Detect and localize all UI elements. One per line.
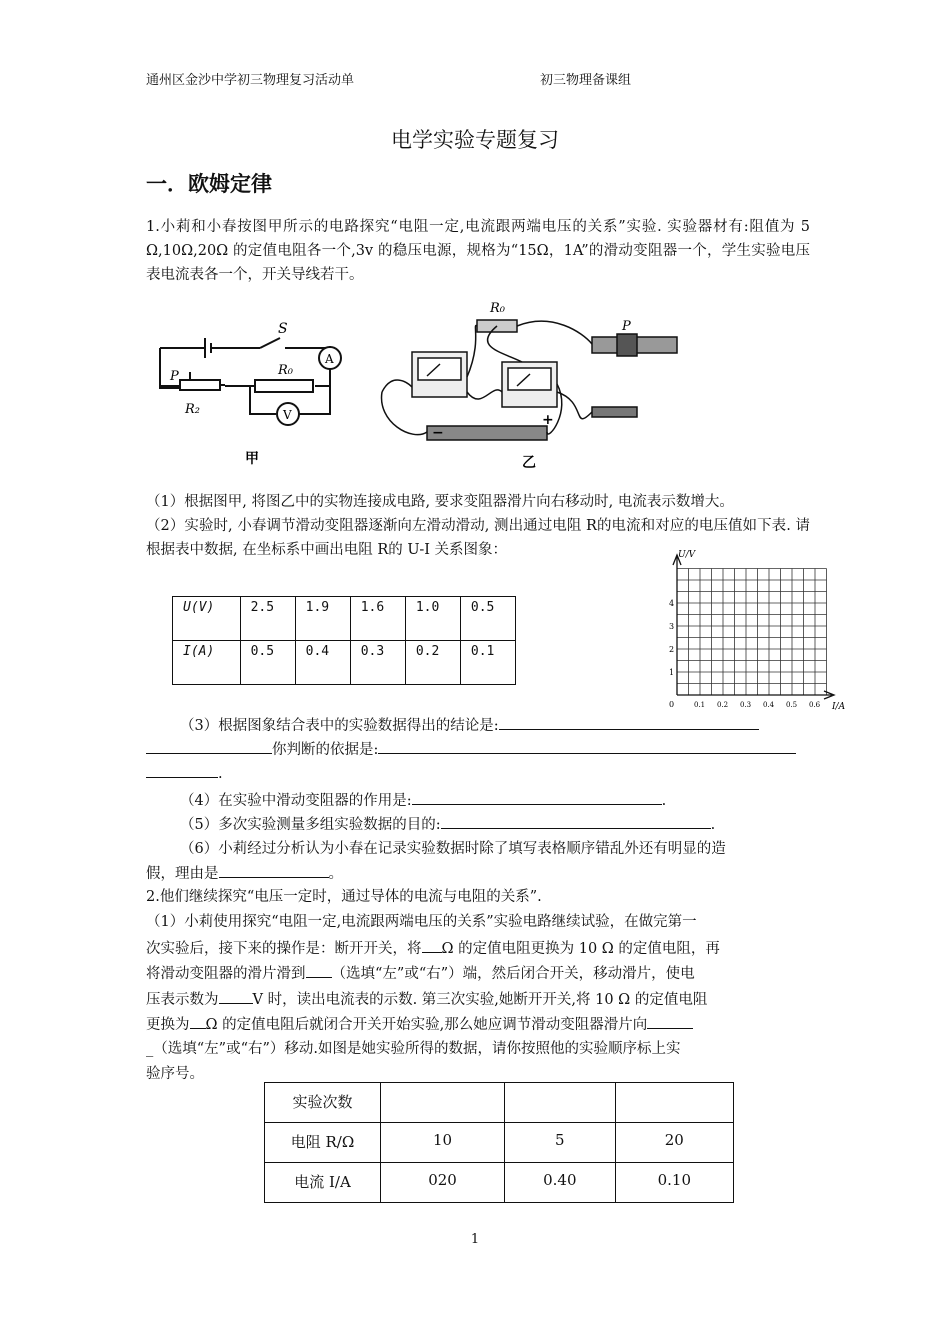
table-cell: 020 — [381, 1163, 505, 1203]
q2-intro: 2.他们继续探究“电压一定时，通过导体的电流与电阻的关系”. — [146, 889, 542, 905]
table-cell — [505, 1083, 616, 1123]
fig-yi-caption: 乙 — [522, 455, 536, 471]
svg-text:−: − — [432, 425, 444, 441]
section-heading: 一．欧姆定律 — [146, 172, 272, 196]
table-cell: 电流 I/A — [265, 1163, 381, 1203]
header-left: 通州区金沙中学初三物理复习活动单 — [146, 73, 355, 88]
table-cell: 0.2 — [405, 641, 460, 685]
fig-jia-caption: 甲 — [245, 451, 259, 467]
table-cell: 2.5 — [240, 597, 295, 641]
slider-p-label: P — [170, 369, 179, 384]
q1-part6-line1: （6）小莉经过分析认为小春在记录实验数据时除了填写表格顺序错乱外还有明显的造 — [180, 841, 726, 857]
q1-part3-line3: . — [146, 761, 223, 786]
x-tick-label: 0.4 — [763, 701, 775, 709]
table-row — [173, 597, 516, 641]
table-cell: 实验次数 — [265, 1083, 381, 1123]
y-tick-label: 3 — [669, 622, 675, 631]
y-axis-label: U/V — [678, 550, 696, 560]
x-tick-label: 0.3 — [740, 701, 752, 709]
origin-label: 0 — [669, 700, 675, 709]
q1-intro: 1.小莉和小春按图甲所示的电路探究“电阻一定,电流跟两端电压的关系”实验. 实验器材有:阻值为 5 Ω,10Ω,20Ω 的定值电阻各一个,3v 的稳压电源，规格为“15Ω，1A”的滑动变阻器一个，学生实验电压表电流表各一个，开关导线若干。 — [146, 219, 810, 283]
ui-graph — [660, 545, 850, 715]
q2-line2: 次实验后，接下来的操作是：断开开关，将 Ω 的定值电阻更换为 10 Ω 的定值电阻，再 — [146, 936, 720, 961]
table-cell: 20 — [615, 1123, 733, 1163]
q2-line4: 压表示数为 V 时，读出电流表的示数. 第三次实验,她断开开关,将 10 Ω 的定值电阻 — [146, 987, 707, 1012]
table-cell: 电阻 R/Ω — [265, 1123, 381, 1163]
q1-part2-text: （2）实验时, 小春调节滑动变阻器逐渐向左滑动滑动, 测出通过电阻 R的电流和对应的电压值如下表. 请根据表中数据, 在坐标系中画出电阻 R的 U-I 关系图象： — [146, 518, 810, 558]
q1-part1: （1）根据图甲, 将图乙中的实物连接成电路, 要求变阻器滑片向右移动时, 电流表示数增大。 — [146, 494, 734, 510]
table-cell: 0.10 — [615, 1163, 733, 1203]
ui-data-table — [172, 596, 516, 685]
table-cell: 0.5 — [240, 641, 295, 685]
q2-line3: 将滑动变阻器的滑片滑到 （选填“左”或“右”）端，然后闭合开关，移动滑片，使电 — [146, 961, 695, 986]
circuit-diagram-jia — [150, 318, 360, 478]
x-tick-label: 0.1 — [694, 701, 706, 709]
ammeter-label: A — [325, 352, 334, 366]
table-cell: 1.9 — [295, 597, 350, 641]
q1-part3-line2: 你判断的依据是: — [146, 737, 796, 762]
x-tick-label: 0.2 — [717, 701, 729, 709]
x-tick-label: 0.6 — [809, 701, 821, 709]
page-title: 电学实验专题复习 — [391, 128, 559, 152]
x-axis-label: I/A — [832, 702, 846, 712]
table-row — [173, 641, 516, 685]
table-row — [265, 1083, 734, 1123]
voltmeter-label: V — [283, 408, 292, 422]
x-tick-label: 0.5 — [786, 701, 798, 709]
table-cell: 1.0 — [405, 597, 460, 641]
q2-line6: _（选填“左”或“右”）移动.如图是她实验所得的数据，请你按照他的实验顺序标上实 — [146, 1041, 681, 1057]
y-tick-label: 1 — [669, 668, 675, 677]
resistance-current-table — [264, 1082, 734, 1203]
header-right: 初三物理备课组 — [540, 73, 632, 88]
q2-line7: 验序号。 — [146, 1066, 204, 1082]
table-cell — [615, 1083, 733, 1123]
svg-text:R₀: R₀ — [490, 301, 505, 316]
table-row — [265, 1123, 734, 1163]
table-cell: U(V) — [173, 597, 241, 641]
y-tick-label: 2 — [669, 645, 675, 654]
table-cell: 10 — [381, 1123, 505, 1163]
q2-line5: 更换为 Ω 的定值电阻后就闭合开关开始实验,那么她应调节滑动变阻器滑片向 — [146, 1012, 693, 1037]
svg-text:+: + — [542, 412, 554, 428]
q1-part4: （4）在实验中滑动变阻器的作用是: . — [180, 788, 666, 813]
page-number: 1 — [470, 1232, 480, 1247]
q1-part3-line1: （3）根据图象结合表中的实验数据得出的结论是: — [180, 713, 759, 738]
q1-part6-line2: 假，理由是 。 — [146, 861, 343, 886]
switch-label: S — [278, 321, 288, 337]
table-cell: 0.40 — [505, 1163, 616, 1203]
r0-label: R₀ — [278, 363, 293, 378]
table-row — [265, 1163, 734, 1203]
svg-text:P: P — [622, 319, 631, 334]
table-cell: 0.4 — [295, 641, 350, 685]
table-cell: 0.5 — [460, 597, 515, 641]
table-cell: 0.3 — [350, 641, 405, 685]
r2-label: R₂ — [185, 402, 200, 417]
table-cell: 0.1 — [460, 641, 515, 685]
table-cell: 1.6 — [350, 597, 405, 641]
q1-part5: （5）多次实验测量多组实验数据的目的: . — [180, 812, 715, 837]
q2-line1: （1）小莉使用探究“电阻一定,电流跟两端电压的关系”实验电路继续试验，在做完第一 — [146, 914, 697, 930]
y-tick-label: 4 — [669, 599, 675, 608]
table-cell: 5 — [505, 1123, 616, 1163]
apparatus-figure-yi — [372, 292, 692, 472]
table-cell — [381, 1083, 505, 1123]
table-cell: I(A) — [173, 641, 241, 685]
